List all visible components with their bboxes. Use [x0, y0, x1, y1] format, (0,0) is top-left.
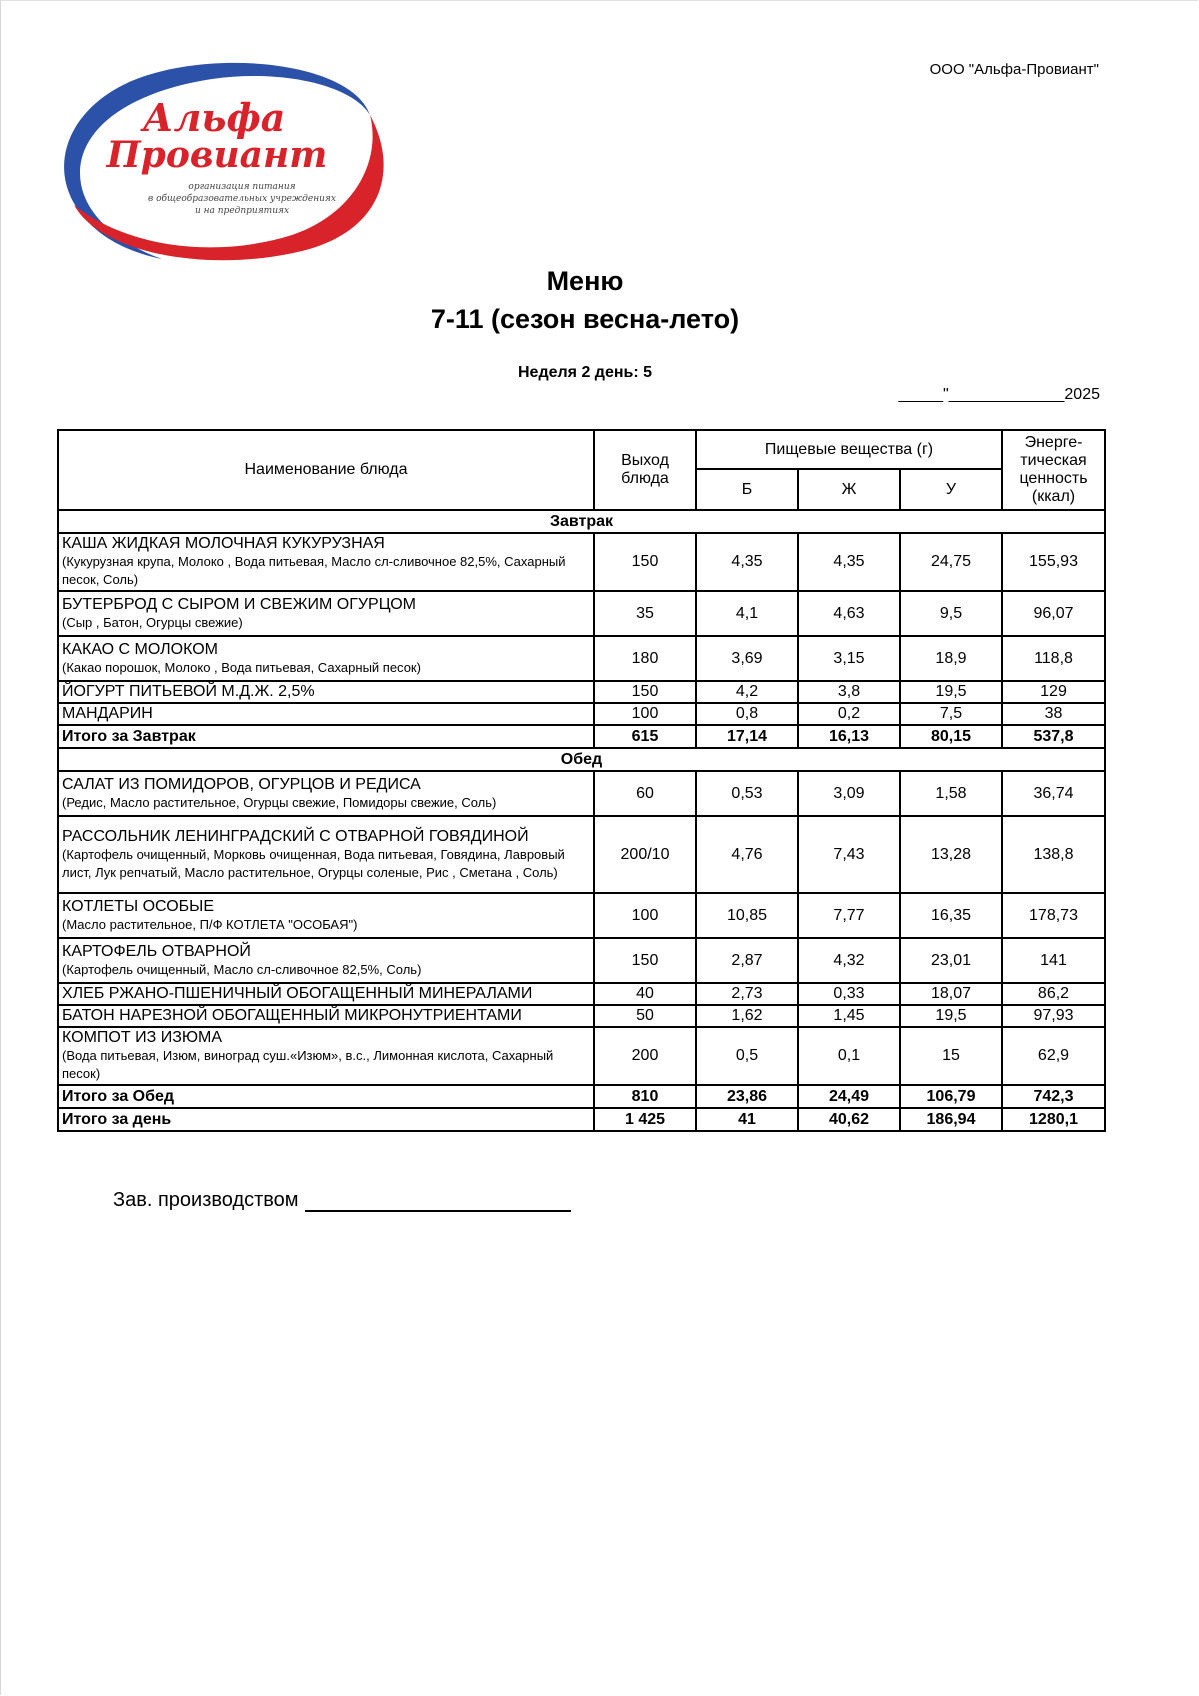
table-row [58, 938, 1105, 983]
cell-carbs: 9,5 [900, 591, 1002, 636]
cell-fat: 0,2 [798, 703, 900, 725]
cell-kcal: 36,74 [1002, 771, 1105, 816]
cell-kcal: 138,8 [1002, 816, 1105, 893]
day-total-label: Итого за день [58, 1108, 594, 1131]
cell-fat: 3,15 [798, 636, 900, 681]
total-kcal: 742,3 [1002, 1085, 1105, 1108]
dish-ingredients: (Редис, Масло растительное, Огурцы свежие, Помидоры свежие, Соль) [62, 794, 497, 810]
total-kcal: 537,8 [1002, 725, 1105, 748]
cell-carbs: 1,58 [900, 771, 1002, 816]
cell-yield: 200 [594, 1027, 696, 1085]
header-dish-name: Наименование блюда [58, 430, 594, 510]
header-carbs: У [900, 469, 1002, 510]
table-row [58, 703, 1105, 725]
cell-protein: 0,5 [696, 1027, 798, 1085]
section-title: Завтрак [58, 510, 1105, 533]
cell-fat: 4,35 [798, 533, 900, 591]
week-day-label: Неделя 2 день: 5 [517, 364, 653, 381]
cell-carbs: 24,75 [900, 533, 1002, 591]
dish-name: МАНДАРИН [58, 703, 594, 725]
total-carbs: 106,79 [900, 1085, 1002, 1108]
day-total-carbs: 186,94 [900, 1108, 1002, 1131]
cell-fat: 0,1 [798, 1027, 900, 1085]
table-row [58, 816, 1105, 893]
day-total-yield: 1 425 [594, 1108, 696, 1131]
header-fat: Ж [798, 469, 900, 510]
signature-block [113, 1189, 571, 1212]
cell-fat: 7,43 [798, 816, 900, 893]
dish-ingredients: (Картофель очищенный, Морковь очищенная, Вода питьевая, Говядина, Лавровый лист, Лук репчатый, Масло растительное, Огурцы соленые, Рис , Сметана , Соль) [62, 846, 565, 880]
cell-kcal: 155,93 [1002, 533, 1105, 591]
total-row [58, 725, 1105, 748]
dish-name: БАТОН НАРЕЗНОЙ ОБОГАЩЕННЫЙ МИКРОНУТРИЕНТАМИ [58, 1005, 594, 1027]
total-yield: 615 [594, 725, 696, 748]
total-yield: 810 [594, 1085, 696, 1108]
cell-yield: 150 [594, 681, 696, 703]
cell-carbs: 16,35 [900, 893, 1002, 938]
total-label: Итого за Обед [58, 1085, 594, 1108]
cell-protein: 4,2 [696, 681, 798, 703]
table-row [58, 1027, 1105, 1085]
dish-ingredients: (Масло растительное, П/Ф КОТЛЕТА "ОСОБАЯ") [62, 916, 358, 932]
cell-yield: 200/10 [594, 816, 696, 893]
total-protein: 23,86 [696, 1085, 798, 1108]
cell-yield: 180 [594, 636, 696, 681]
day-total-fat: 40,62 [798, 1108, 900, 1131]
dish-name: КОМПОТ ИЗ ИЗЮМА [62, 1029, 223, 1046]
dish-name: КОТЛЕТЫ ОСОБЫЕ [62, 897, 214, 915]
cell-yield: 150 [594, 938, 696, 983]
dish-name: ЙОГУРТ ПИТЬЕВОЙ М.Д.Ж. 2,5% [58, 681, 594, 703]
cell-kcal: 62,9 [1002, 1027, 1105, 1085]
logo-tagline2: в общеобразовательных учреждениях [148, 194, 336, 204]
dish-ingredients: (Сыр , Батон, Огурцы свежие) [62, 614, 243, 630]
cell-yield: 100 [594, 893, 696, 938]
dish-ingredients: (Кукурузная крупа, Молоко , Вода питьевая, Масло сл-сливочное 82,5%, Сахарный песок, Соль) [62, 554, 566, 587]
dish-name: КАРТОФЕЛЬ ОТВАРНОЙ [62, 942, 251, 960]
cell-protein: 0,8 [696, 703, 798, 725]
cell-fat: 0,33 [798, 983, 900, 1005]
table-row [58, 893, 1105, 938]
section-title: Обед [58, 748, 1105, 771]
table-row [58, 983, 1105, 1005]
cell-fat: 3,8 [798, 681, 900, 703]
total-fat: 24,49 [798, 1085, 900, 1108]
company-name: ООО "Альфа-Провиант" [929, 61, 1099, 78]
cell-carbs: 7,5 [900, 703, 1002, 725]
table-row [58, 533, 1105, 591]
day-total-protein: 41 [696, 1108, 798, 1131]
header-yield: Выход блюда [594, 430, 696, 510]
cell-yield: 60 [594, 771, 696, 816]
total-carbs: 80,15 [900, 725, 1002, 748]
table-row [58, 681, 1105, 703]
menu-subtitle: 7-11 (сезон весна-лето) [430, 304, 740, 334]
total-fat: 16,13 [798, 725, 900, 748]
dish-name: КАША ЖИДКАЯ МОЛОЧНАЯ КУКУРУЗНАЯ [62, 535, 385, 552]
menu-table [57, 429, 1106, 1132]
total-label: Итого за Завтрак [58, 725, 594, 748]
cell-kcal: 129 [1002, 681, 1105, 703]
cell-carbs: 15 [900, 1027, 1002, 1085]
signature-label: Зав. производством [113, 1189, 299, 1211]
dish-ingredients: (Какао порошок, Молоко , Вода питьевая, Сахарный песок) [62, 659, 421, 675]
dish-name: ХЛЕБ РЖАНО-ПШЕНИЧНЫЙ ОБОГАЩЕННЫЙ МИНЕРАЛАМИ [58, 983, 594, 1005]
cell-carbs: 18,07 [900, 983, 1002, 1005]
logo-tagline3: и на предприятиях [194, 206, 290, 216]
date-line: _____"_____________2025 [898, 386, 1100, 403]
header-energy: Энерге-тическая ценность (ккал) [1002, 430, 1105, 510]
cell-fat: 3,09 [798, 771, 900, 816]
dish-name: САЛАТ ИЗ ПОМИДОРОВ, ОГУРЦОВ И РЕДИСА [62, 775, 421, 793]
cell-protein: 0,53 [696, 771, 798, 816]
cell-fat: 7,77 [798, 893, 900, 938]
cell-carbs: 18,9 [900, 636, 1002, 681]
cell-kcal: 96,07 [1002, 591, 1105, 636]
dish-name: КАКАО С МОЛОКОМ [62, 640, 218, 658]
logo-name-line1: Альфа [142, 95, 286, 140]
cell-protein: 4,1 [696, 591, 798, 636]
total-protein: 17,14 [696, 725, 798, 748]
logo-name-line2: Провиант [106, 134, 328, 176]
cell-carbs: 19,5 [900, 1005, 1002, 1027]
cell-carbs: 19,5 [900, 681, 1002, 703]
cell-yield: 35 [594, 591, 696, 636]
cell-protein: 1,62 [696, 1005, 798, 1027]
cell-kcal: 97,93 [1002, 1005, 1105, 1027]
cell-kcal: 118,8 [1002, 636, 1105, 681]
cell-protein: 2,73 [696, 983, 798, 1005]
day-total-row [58, 1108, 1105, 1131]
cell-yield: 150 [594, 533, 696, 591]
cell-fat: 4,63 [798, 591, 900, 636]
cell-kcal: 38 [1002, 703, 1105, 725]
dish-name: РАССОЛЬНИК ЛЕНИНГРАДСКИЙ С ОТВАРНОЙ ГОВЯДИНОЙ [62, 827, 529, 845]
signature-line [305, 1190, 571, 1212]
dish-ingredients: (Картофель очищенный, Масло сл-сливочное 82,5%, Соль) [62, 961, 422, 977]
total-row [58, 1085, 1105, 1108]
menu-title: Меню [546, 266, 624, 296]
header-protein: Б [696, 469, 798, 510]
cell-protein: 4,35 [696, 533, 798, 591]
table-row [58, 591, 1105, 636]
cell-protein: 10,85 [696, 893, 798, 938]
cell-fat: 4,32 [798, 938, 900, 983]
table-row [58, 1005, 1105, 1027]
cell-protein: 4,76 [696, 816, 798, 893]
cell-protein: 3,69 [696, 636, 798, 681]
table-row [58, 636, 1105, 681]
logo-tagline1: организация питания [188, 182, 296, 192]
cell-protein: 2,87 [696, 938, 798, 983]
cell-carbs: 23,01 [900, 938, 1002, 983]
cell-kcal: 141 [1002, 938, 1105, 983]
cell-yield: 40 [594, 983, 696, 1005]
cell-fat: 1,45 [798, 1005, 900, 1027]
table-row [58, 771, 1105, 816]
cell-kcal: 86,2 [1002, 983, 1105, 1005]
cell-carbs: 13,28 [900, 816, 1002, 893]
cell-yield: 50 [594, 1005, 696, 1027]
cell-yield: 100 [594, 703, 696, 725]
cell-kcal: 178,73 [1002, 893, 1105, 938]
dish-name: БУТЕРБРОД С СЫРОМ И СВЕЖИМ ОГУРЦОМ [62, 595, 416, 613]
day-total-kcal: 1280,1 [1002, 1108, 1105, 1131]
header-nutrients: Пищевые вещества (г) [696, 430, 1002, 469]
dish-ingredients: (Вода питьевая, Изюм, виноград суш.«Изюм», в.с., Лимонная кислота, Сахарный песок) [62, 1048, 554, 1081]
company-logo [52, 55, 390, 265]
